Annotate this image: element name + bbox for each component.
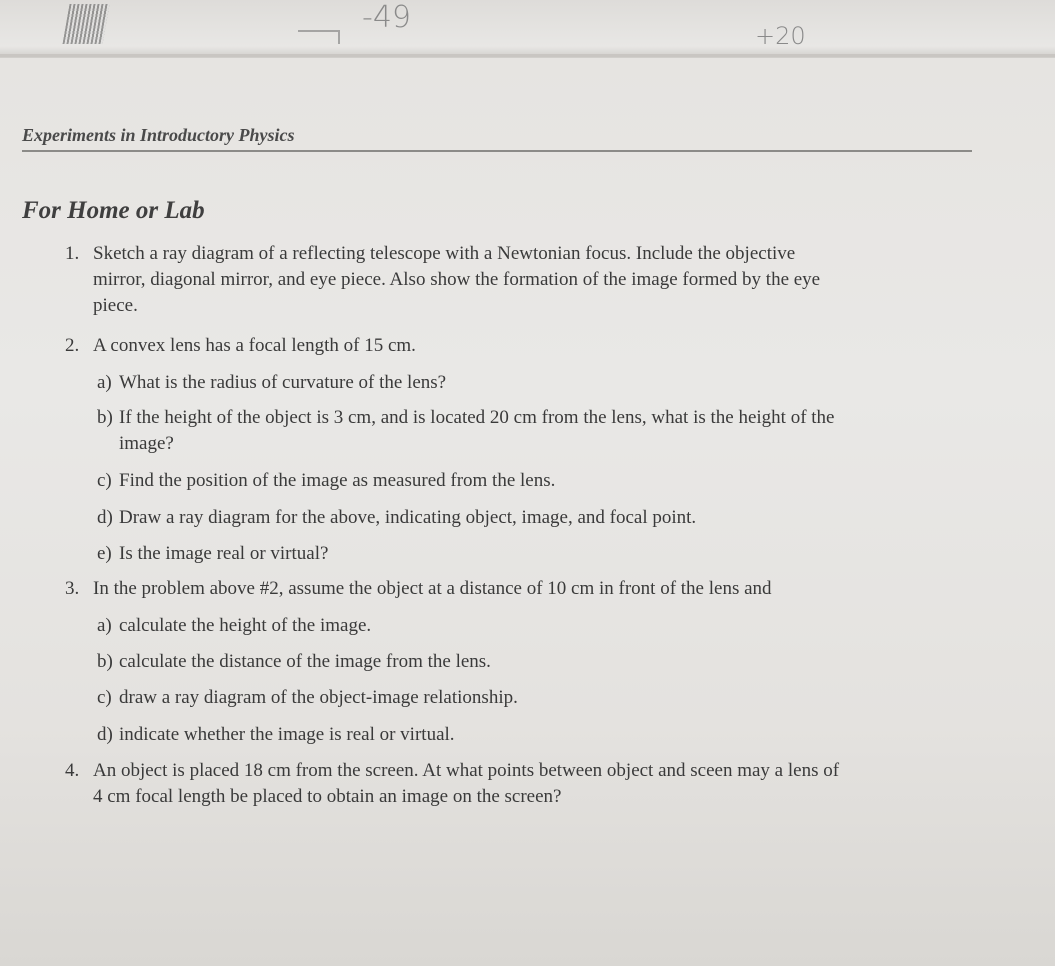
- part-text-line: calculate the height of the image.: [119, 615, 372, 636]
- part-text-line: If the height of the object is 3 cm, and is located 20 cm from the lens, what is the height of the: [119, 407, 835, 428]
- question-number: 1.: [65, 243, 80, 264]
- course-title: Experiments in Introductory Physics: [22, 125, 295, 145]
- part-text-line: Is the image real or virtual?: [119, 543, 329, 564]
- question-text-line: A convex lens has a focal length of 15 cm.: [93, 335, 416, 356]
- header-rule: [22, 150, 972, 152]
- staple-mark: [62, 4, 109, 44]
- question-number: 2.: [65, 335, 80, 356]
- part-text-line: draw a ray diagram of the object-image relationship.: [119, 687, 518, 708]
- part-letter: c): [97, 470, 112, 491]
- part-letter: a): [97, 372, 112, 393]
- part-text-line: What is the radius of curvature of the lens?: [119, 372, 447, 393]
- part-letter: d): [97, 724, 113, 745]
- part-text-line: Draw a ray diagram for the above, indicating object, image, and focal point.: [119, 507, 697, 528]
- part-letter: a): [97, 615, 112, 636]
- question-text-line: In the problem above #2, assume the object at a distance of 10 cm in front of the lens and: [93, 578, 772, 599]
- question-text-line: An object is placed 18 cm from the screen. At what points between object and sceen may a lens of: [93, 760, 840, 781]
- handwritten-score-2: +20: [755, 22, 806, 50]
- question-text-line: 4 cm focal length be placed to obtain an image on the screen?: [93, 786, 562, 807]
- handwritten-stroke: [298, 30, 340, 44]
- question-text-line: mirror, diagonal mirror, and eye piece. Also show the formation of the image formed by the eye: [93, 269, 821, 290]
- part-letter: d): [97, 507, 113, 528]
- question-text-line: Sketch a ray diagram of a reflecting telescope with a Newtonian focus. Include the objective: [93, 243, 796, 264]
- handwritten-score-1: -49: [362, 0, 411, 35]
- question-number: 3.: [65, 578, 80, 599]
- section-title: For Home or Lab: [22, 197, 205, 224]
- question-number: 4.: [65, 760, 80, 781]
- part-text-line: image?: [119, 433, 174, 454]
- part-text-line: indicate whether the image is real or virtual.: [119, 724, 455, 745]
- part-letter: e): [97, 543, 112, 564]
- previous-page-edge: [0, 0, 1055, 58]
- part-letter: c): [97, 687, 112, 708]
- part-letter: b): [97, 651, 113, 672]
- part-letter: b): [97, 407, 113, 428]
- part-text-line: calculate the distance of the image from the lens.: [119, 651, 491, 672]
- part-text-line: Find the position of the image as measured from the lens.: [119, 470, 556, 491]
- page-fold-edge: [0, 54, 1055, 57]
- question-text-line: piece.: [93, 295, 138, 316]
